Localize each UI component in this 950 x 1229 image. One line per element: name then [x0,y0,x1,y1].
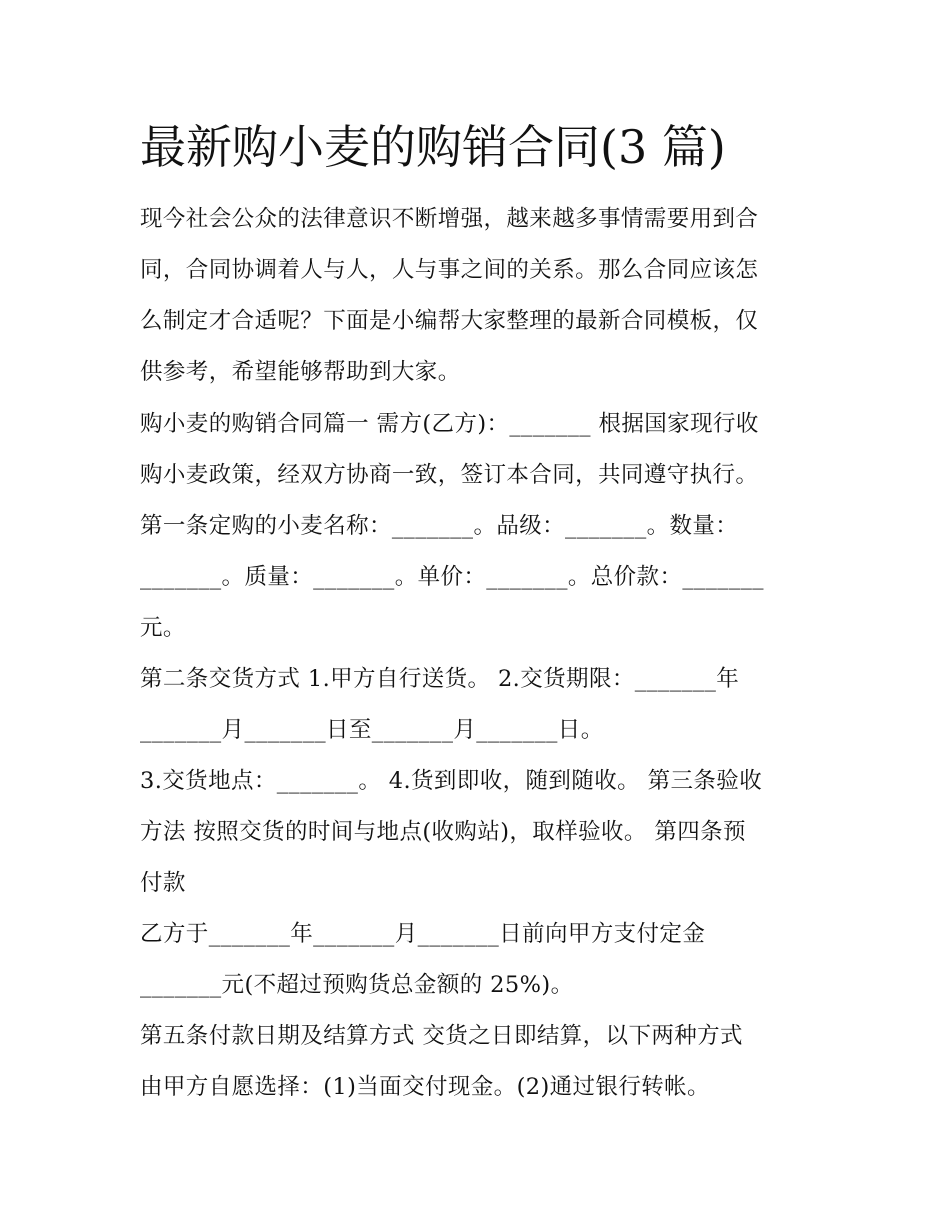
document-title: 最新购小麦的购销合同(3 篇) [140,120,726,174]
paragraph-line: 同，合同协调着人与人，人与事之间的关系。那么合同应该怎 [140,257,759,283]
paragraph-line: 方法 按照交货的时间与地点(收购站)，取样验收。 第四条预 [140,819,746,845]
paragraph-line: 元。 [140,615,186,641]
paragraph-line: 3.交货地点：_______。 4.货到即收，随到随收。 第三条验收 [140,768,763,794]
paragraph-line: 乙方于_______年_______月_______日前向甲方支付定金 [140,921,706,947]
paragraph-line: 第一条定购的小麦名称：_______。品级：_______。数量： [140,513,739,539]
paragraph-line: _______月_______日至_______月_______日。 [140,717,604,743]
paragraph-line: 么制定才合适呢？下面是小编帮大家整理的最新合同模板，仅 [140,308,759,334]
paragraph-line: _______。质量：_______。单价：_______。总价款：_______ [140,564,764,590]
paragraph-line: 供参考，希望能够帮助到大家。 [140,359,461,385]
paragraph-line: 现今社会公众的法律意识不断增强，越来越多事情需要用到合 [140,206,759,232]
paragraph-line: 由甲方自愿选择：(1)当面交付现金。(2)通过银行转帐。 [140,1074,710,1100]
paragraph-line: 购小麦政策，经双方协商一致，签订本合同，共同遵守执行。 [140,462,759,488]
paragraph-line: 购小麦的购销合同篇一 需方(乙方)：_______ 根据国家现行收 [140,411,759,437]
paragraph-line: 付款 [140,870,186,896]
paragraph-line: _______元(不超过预购货总金额的 25%)。 [140,972,574,998]
paragraph-line: 第五条付款日期及结算方式 交货之日即结算，以下两种方式 [140,1023,743,1049]
paragraph-line: 第二条交货方式 1.甲方自行送货。 2.交货期限：_______年 [140,666,740,692]
